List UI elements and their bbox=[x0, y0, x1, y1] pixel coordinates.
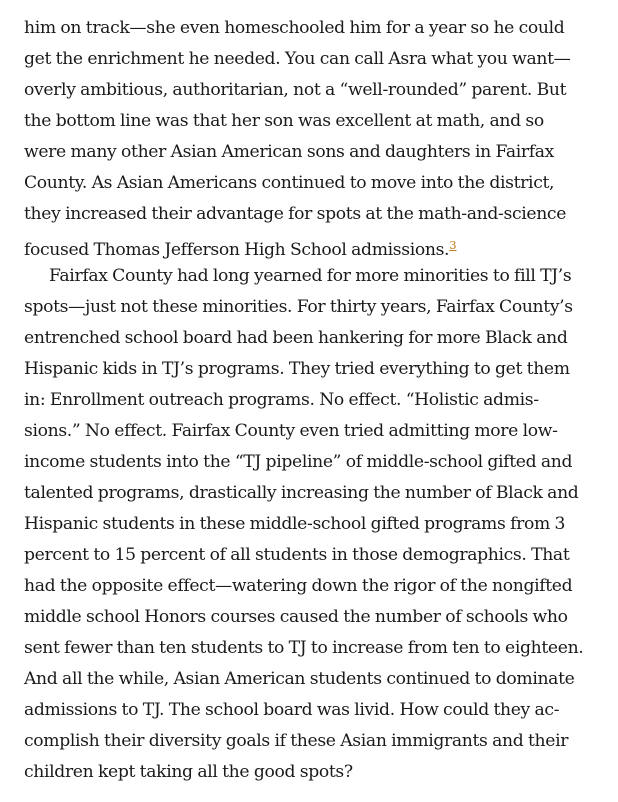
text-line: the bottom line was that her son was excellent at math, and so bbox=[24, 111, 544, 131]
text-line: percent to 15 percent of all students in those demographics. That bbox=[24, 545, 570, 565]
text-line: sent fewer than ten students to TJ to increase from ten to eighteen. bbox=[24, 638, 584, 658]
text-line: in: Enrollment outreach programs. No effect. “Holistic admis- bbox=[24, 390, 539, 410]
text-line: him on track—she even homeschooled him for a year so he could bbox=[24, 18, 565, 38]
text-line: entrenched school board had been hankering for more Black and bbox=[24, 328, 568, 348]
text-line: sions.” No effect. Fairfax County even tried admitting more low- bbox=[24, 421, 558, 441]
text-line: focused Thomas Jefferson High School admissions. bbox=[24, 240, 450, 260]
text-line: complish their diversity goals if these Asian immigrants and their bbox=[24, 731, 569, 751]
text-line: Hispanic students in these middle-school gifted programs from 3 bbox=[24, 514, 566, 534]
text-line: income students into the “TJ pipeline” of middle-school gifted and bbox=[24, 452, 573, 472]
text-line: County. As Asian Americans continued to move into the district, bbox=[24, 173, 555, 193]
paragraph-2 bbox=[24, 261, 597, 788]
text-line: And all the while, Asian American students continued to dominate bbox=[24, 669, 575, 689]
text-line: children kept taking all the good spots? bbox=[24, 762, 353, 782]
text-line: were many other Asian American sons and daughters in Fairfax bbox=[24, 142, 555, 162]
text-line: spots—just not these minorities. For thirty years, Fairfax County’s bbox=[24, 297, 573, 317]
text-line-with-footnote bbox=[24, 230, 597, 261]
text-line: middle school Honors courses caused the number of schools who bbox=[24, 607, 568, 627]
text-line: Hispanic kids in TJ’s programs. They tried everything to get them bbox=[24, 359, 570, 379]
text-line: Fairfax County had long yearned for more minorities to fill TJ’s bbox=[49, 266, 572, 286]
text-line: get the enrichment he needed. You can call Asra what you want— bbox=[24, 49, 571, 69]
text-line: overly ambitious, authoritarian, not a “well-rounded” parent. But bbox=[24, 80, 567, 100]
text-line: admissions to TJ. The school board was livid. How could they ac- bbox=[24, 700, 560, 720]
paragraph-1 bbox=[24, 13, 597, 261]
footnote-link[interactable]: 3 bbox=[449, 238, 457, 252]
text-line: they increased their advantage for spots at the math-and-science bbox=[24, 204, 567, 224]
text-line: talented programs, drastically increasing the number of Black and bbox=[24, 483, 579, 503]
text-line: had the opposite effect—watering down the rigor of the nongifted bbox=[24, 576, 573, 596]
